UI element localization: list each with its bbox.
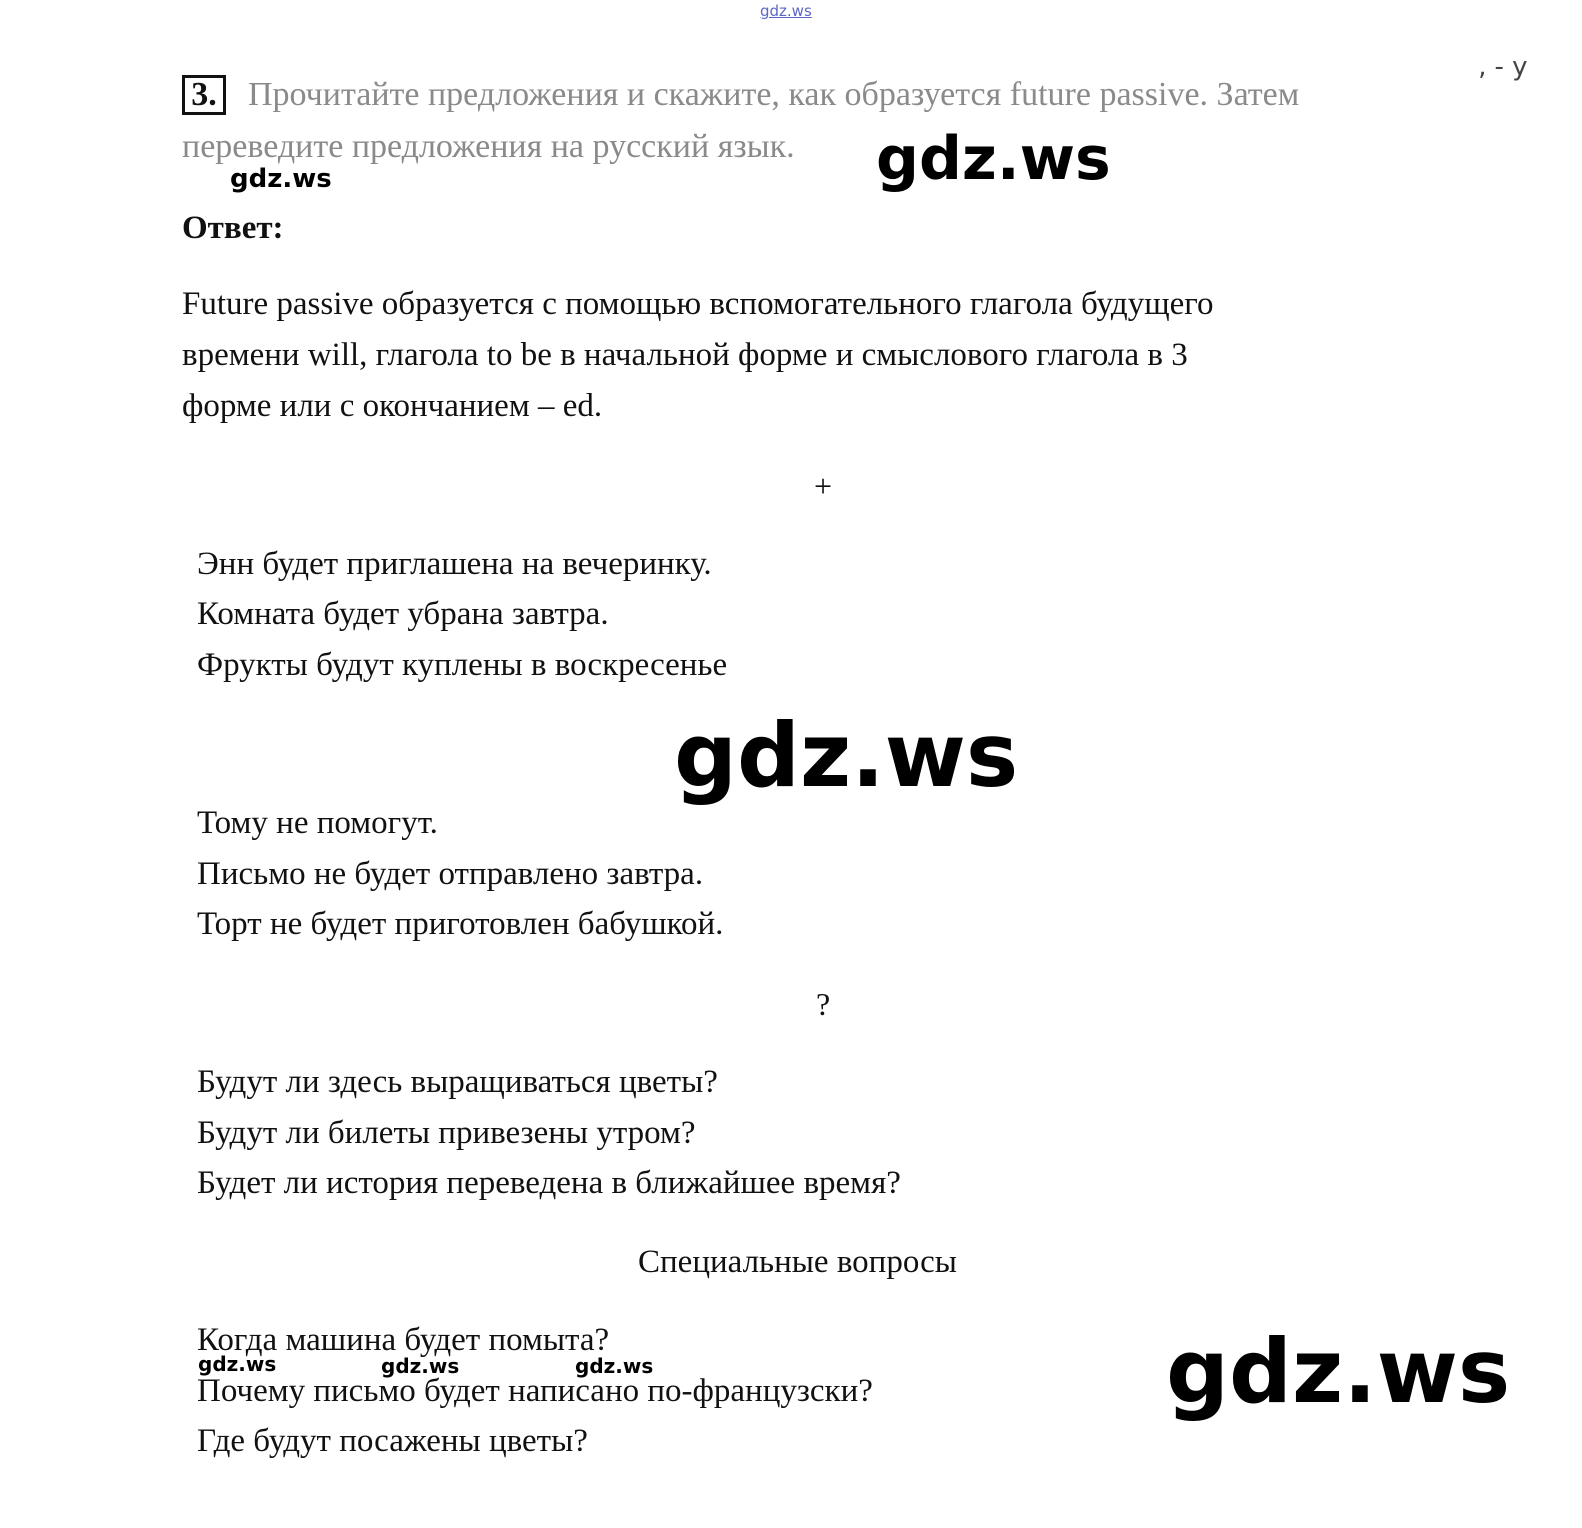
affirmative-sign: + — [814, 468, 833, 504]
question-sentence-1: Будут ли здесь выращиваться цветы? — [197, 1064, 718, 1100]
question-sentence-3: Будет ли история переведена в ближайшее время? — [197, 1165, 901, 1201]
affirmative-sentence-2: Комната будет убрана завтра. — [197, 596, 609, 632]
question-sentence-2: Будут ли билеты привезены утром? — [197, 1115, 696, 1151]
special-questions-heading: Специальные вопросы — [638, 1244, 957, 1280]
explanation-line-3: форме или с окончанием – ed. — [182, 388, 603, 424]
task-instruction-line-2: переведите предложения на русский язык. — [182, 128, 795, 165]
task-instruction-line-1: Прочитайте предложения и скажите, как образуется future passive. Затем — [248, 76, 1300, 113]
affirmative-sentence-1: Энн будет приглашена на вечеринку. — [197, 546, 712, 582]
corner-mark: ‚ - у — [1478, 52, 1528, 82]
watermark-top[interactable]: gdz.ws — [760, 2, 812, 20]
watermark-header: gdz.ws — [876, 124, 1111, 194]
watermark-bottom-right: gdz.ws — [1166, 1320, 1511, 1423]
special-question-1: Когда машина будет помыта? — [197, 1322, 610, 1358]
explanation-line-1: Future passive образуется с помощью вспомогательного глагола будущего — [182, 286, 1214, 322]
explanation-line-2: времени will, глагола to be в начальной форме и смыслового глагола в 3 — [182, 337, 1188, 373]
task-number: 3. — [182, 75, 226, 115]
watermark-center: gdz.ws — [674, 704, 1019, 807]
special-question-3: Где будут посажены цветы? — [197, 1423, 588, 1459]
watermark-tiny-2: gdz.ws — [381, 1354, 460, 1378]
negative-sentence-2: Письмо не будет отправлено завтра. — [197, 856, 704, 892]
watermark-tiny-1: gdz.ws — [198, 1352, 277, 1376]
answer-label: Ответ: — [182, 210, 284, 246]
watermark-small-left: gdz.ws — [230, 164, 332, 194]
question-sign: ? — [816, 986, 831, 1022]
negative-sentence-1: Тому не помогут. — [197, 805, 438, 841]
special-question-2: Почему письмо будет написано по-французски? — [197, 1373, 873, 1409]
affirmative-sentence-3: Фрукты будут куплены в воскресенье — [197, 647, 728, 683]
negative-sentence-3: Торт не будет приготовлен бабушкой. — [197, 906, 724, 942]
watermark-tiny-3: gdz.ws — [575, 1354, 654, 1378]
